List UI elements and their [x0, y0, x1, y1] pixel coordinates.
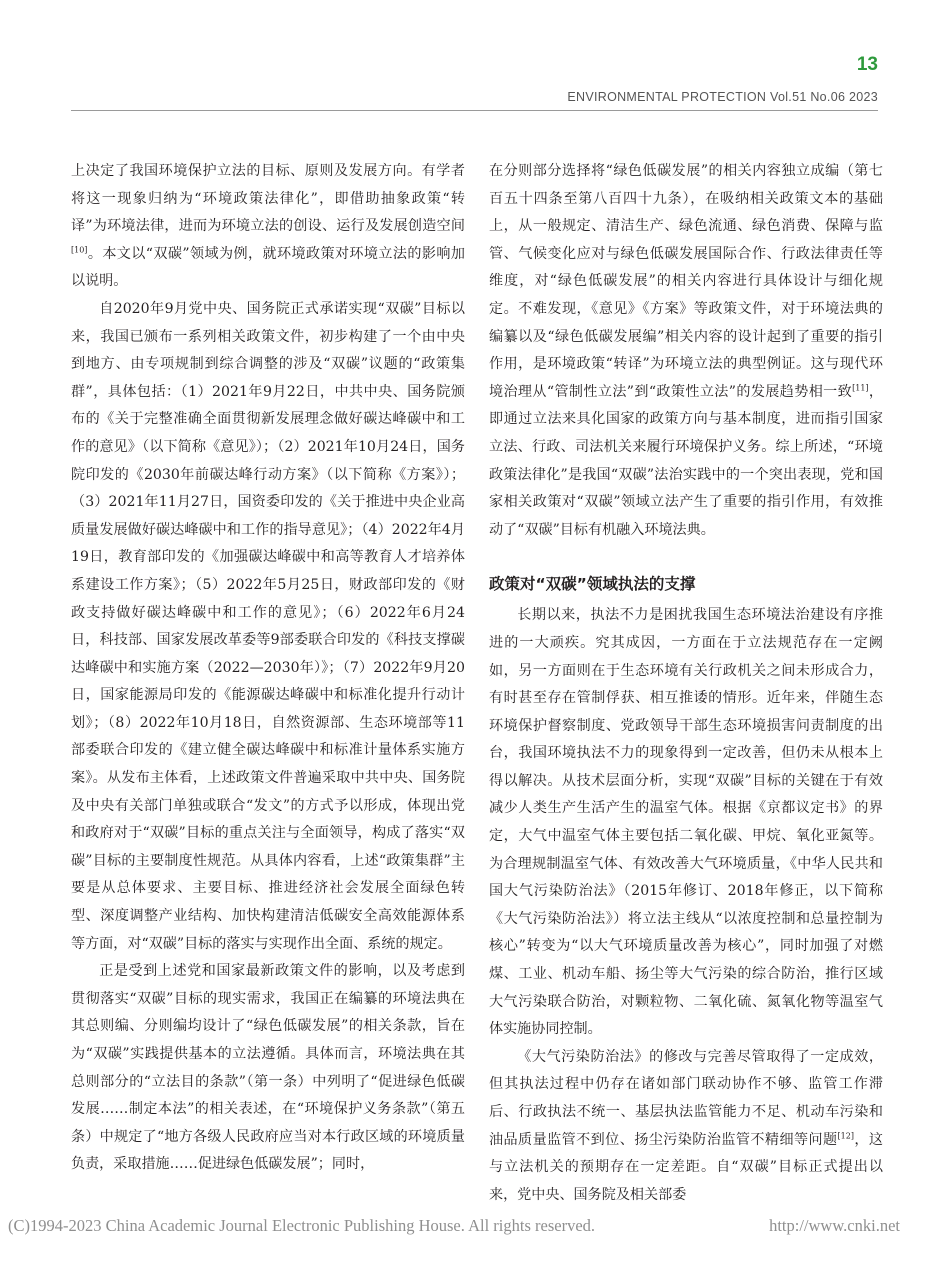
copyright-footer: [8, 1216, 900, 1236]
citation-ref: [12]: [837, 1130, 854, 1140]
citation-ref: [10]: [71, 245, 88, 255]
paragraph: 正是受到上述党和国家最新政策文件的影响，以及考虑到贯彻落实“双碳”目标的现实需求，我国正在编纂的环境法典在其总则编、分则编均设计了“绿色低碳发展”的相关条款，旨在为“双碳”实践提供基本的立法遵循。具体而言，环境法典在其总则部分的“立法目的条款”（第一条）中列明了“促进绿色低碳发展……制定本法”的相关表述，在“环境保护义务条款”（第五条）中规定了“地方各级人民政府应当对本行政区域的环境质量负责，采取措施……促进绿色低碳发展”；同时，: [71, 963, 465, 1173]
right-column: [489, 158, 883, 1209]
paragraph-text: 在分则部分选择将“绿色低碳发展”的相关内容独立成编（第七百五十四条至第八百四十九条），在吸纳相关政策文本的基础上，从一般规定、清洁生产、绿色流通、绿色消费、保障与监管、气候变化应对与绿色低碳发展国际合作、行政法律责任等维度，对“绿色低碳发展”的相关内容进行具体设计与细化规定。不难发现，《意见》《方案》等政策文件，对于环境法典的编纂以及“绿色低碳发展编”相关内容的设计起到了重要的指引作用，是环境政策“转译”为环境立法的典型例证。这与现代环境治理从“管制性立法”到“政策性立法”的发展趋势相一致: [489, 163, 883, 400]
paragraph-text: ，即通过立法来具化国家的政策方向与基本制度，进而指引国家立法、行政、司法机关来履行环境保护义务。综上所述，“环境政策法律化”是我国“双碳”法治实践中的一个突出表现，党和国家相关政策对“双碳”领域立法产生了重要的指引作用，有效推动了“双碳”目标有机融入环境法典。: [489, 383, 883, 538]
paragraph: [489, 1044, 883, 1210]
cnki-url: http://www.cnki.net: [769, 1216, 900, 1235]
paragraph-text: ，这与立法机关的预期存在一定差距。自“双碳”目标正式提出以来，党中央、国务院及相关部委: [489, 1131, 883, 1203]
paragraph-text: 《大气污染防治法》的修改与完善尽管取得了一定成效，但其执法过程中仍存在诸如部门联动协作不够、监管工作滞后、行政执法不统一、基层执法监管能力不足、机动车污染和油品质量监管不到位、扬尘污染防治监管不精细等问题: [489, 1048, 883, 1148]
citation-ref: [11]: [852, 383, 869, 393]
section-heading: 政策对“双碳”领域执法的支撑: [489, 575, 696, 594]
header-divider: [71, 110, 878, 111]
paragraph: [71, 158, 465, 296]
left-column: [71, 158, 465, 1179]
paragraph: 自2020年9月党中央、国务院正式承诺实现“双碳”目标以来，我国已颁布一系列相关政策文件，初步构建了一个由中央到地方、由专项规制到综合调整的涉及“双碳”议题的“政策集群”，具体包括：（1）2021年9月22日，中共中央、国务院颁布的《关于完整准确全面贯彻新发展理念做好碳达峰碳中和工作的意见》（以下简称《意见》）；（2）2021年10月24日，国务院印发的《2030年前碳达峰行动方案》（以下简称《方案》）；（3）2021年11月27日，国资委印发的《关于推进中央企业高质量发展做好碳达峰碳中和工作的指导意见》；（4）2022年4月19日，教育部印发的《加强碳达峰碳中和高等教育人才培养体系建设工作方案》；（5）2022年5月25日，财政部印发的《财政支持做好碳达峰碳中和工作的意见》；（6）2022年6月24日，科技部、国家发展改革委等9部委联合印发的《科技支撑碳达峰碳中和实施方案（2022—2030年）》；（7）2022年9月20日，国家能源局印发的《能源碳达峰碳中和标准化提升行动计划》；（8）2022年10月18日，自然资源部、生态环境部等11部委联合印发的《建立健全碳达峰碳中和标准计量体系实施方案》。从发布主体看，上述政策文件普遍采取中共中央、国务院及中央有关部门单独或联合“发文”的方式予以形成，体现出党和政府对于“双碳”目标的重点关注与全面领导，构成了落实“双碳”目标的主要制度性规范。从具体内容看，上述“政策集群”主要是从总体要求、主要目标、推进经济社会发展全面绿色转型、深度调整产业结构、加快构建清洁低碳安全高效能源体系等方面，对“双碳”目标的落实与实现作出全面、系统的规定。: [71, 300, 465, 952]
paragraph-text: 上决定了我国环境保护立法的目标、原则及发展方向。有学者将这一现象归纳为“环境政策法律化”，即借助抽象政策“转译”为环境法律，进而为环境立法的创设、运行及发展创造空间: [71, 163, 465, 235]
paragraph: 长期以来，执法不力是困扰我国生态环境法治建设有序推进的一大顽疾。究其成因，一方面在于立法规范存在一定阙如，另一方面则在于生态环境有关行政机关之间未形成合力，有时甚至存在管制俘获、相互推诿的情形。近年来，伴随生态环境保护督察制度、党政领导干部生态环境损害问责制度的出台，我国环境执法不力的现象得到一定改善，但仍未从根本上得以解决。从技术层面分析，实现“双碳”目标的关键在于有效减少人类生产生活产生的温室气体。根据《京都议定书》的界定，大气中温室气体主要包括二氧化碳、甲烷、氧化亚氮等。为合理规制温室气体、有效改善大气环境质量，《中华人民共和国大气污染防治法》（2015年修订、2018年修正，以下简称《大气污染防治法》）将立法主线从“以浓度控制和总量控制为核心”转变为“以大气环境质量改善为核心”，同时加强了对燃煤、工业、机动车船、扬尘等大气污染的综合防治，推行区域大气污染联合防治，对颗粒物、二氧化硫、氮氧化物等温室气体实施协同控制。: [489, 607, 883, 1038]
paragraph: [489, 158, 883, 544]
section-gap: [489, 544, 883, 570]
paragraph-text: 。本文以“双碳”领域为例，就环境政策对环境立法的影响加以说明。: [71, 245, 465, 290]
page-number: 13: [856, 54, 878, 75]
copyright-text: (C)1994-2023 China Academic Journal Electronic Publishing House. All rights reserved.: [8, 1216, 596, 1235]
journal-running-header: ENVIRONMENTAL PROTECTION Vol.51 No.06 2023: [567, 90, 878, 104]
